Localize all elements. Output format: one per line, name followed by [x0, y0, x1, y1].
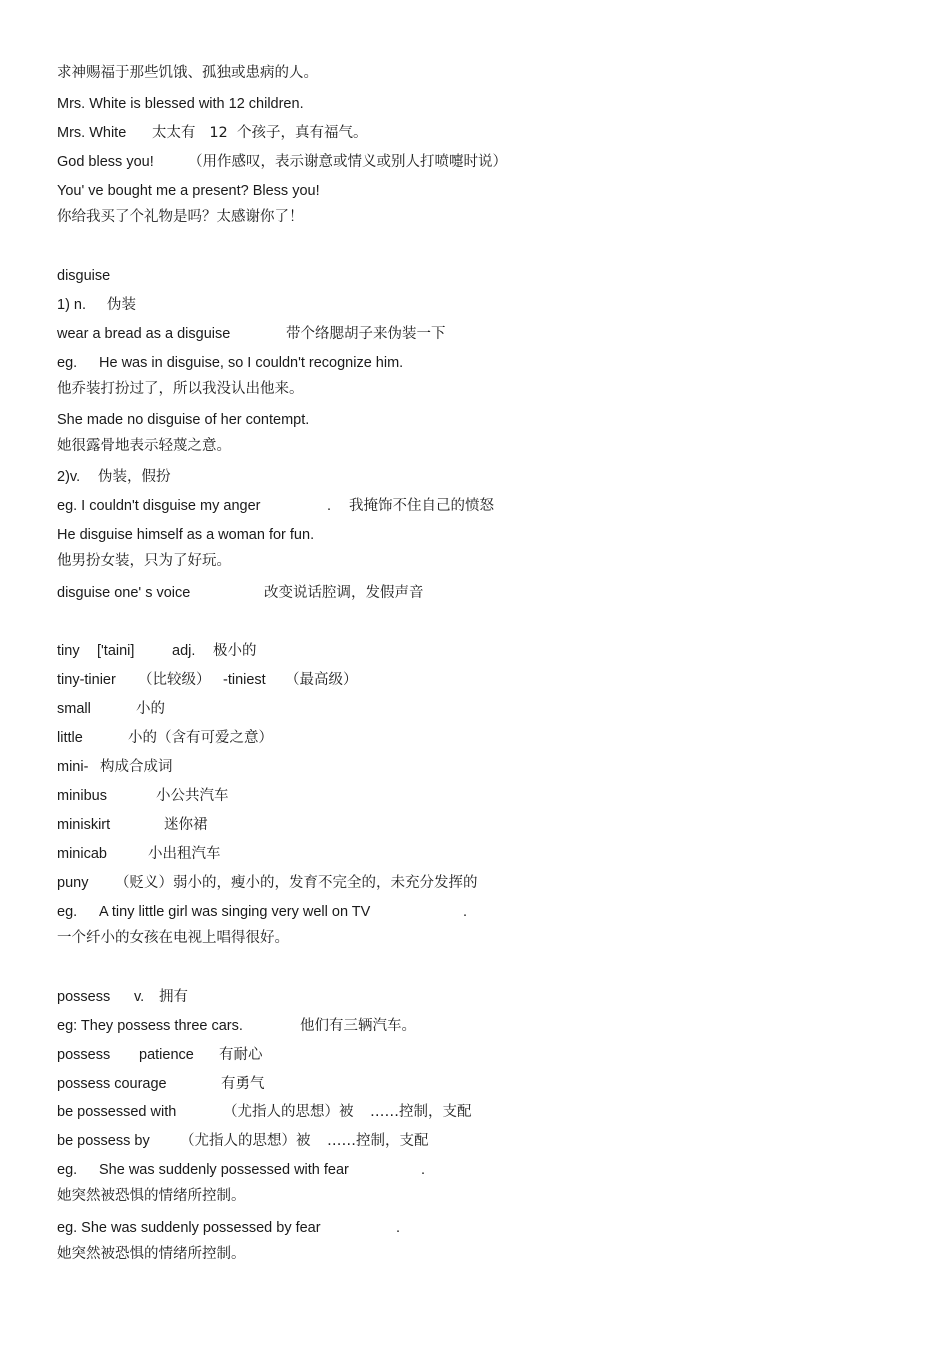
text-line: 你给我买了个礼物是吗？太感谢你了！: [57, 209, 304, 225]
text-line: 求神赐福于那些饥饿、孤独或患病的人。: [57, 65, 318, 81]
text-line: 一个纤小的女孩在电视上唱得很好。: [57, 930, 289, 946]
text-line: She made no disguise of her contempt.: [57, 412, 310, 428]
text-line: 他男扮女装，只为了好玩。: [57, 553, 231, 569]
document-page: 求神赐福于那些饥饿、孤独或患病的人。 Mrs. White is blessed with 12 children. Mrs. White 太太有 12 个孩子，真有福气。 God bless you! （用作感叹，表示谢意或情义或别人打喷嚏时说） You' ve bought me a present? Bless you! 你给我买了个礼物是吗？太感谢你了！ disguise 1) n. 伪装 wear a bread as a disguise 带个络腮胡子来伪装一下 eg. He was in disguise, so I couldn't recognize him. 他乔装打扮过了，所以我没认出他来。 She made no disguise of her contempt. 她很露骨地表示轻蔑之意。 2)v. 伪装，假扮 eg. I couldn't disguise my anger . 我掩饰不住自己的愤怒 He disguise himself as a woman for fun. 他男扮女装，只为了好玩。 disguise one' s voice 改变说话腔调，发假声音 tiny ['taini] adj. 极小的 tiny-tinier （比较级） -tiniest （最高级） small 小的 little 小的（含有可爱之意） mini- 构成合成词 minibus 小公共汽车 miniskirt 迷你裙 minicab 小出租汽车 puny （贬义）弱小的，瘦小的，发育不完全的，未充分发挥的 eg. A tiny little girl was singing very well on TV . 一个纤小的女孩在电视上唱得很好。 possess v. 拥有 eg: They possess three cars. 他们有三辆汽车。 possess patience 有耐心 possess courage 有勇气 be possessed with （尤指人的思想）被 ……控制，支配 be possess by （尤指人的思想）被 ……控制，支配 eg. She was suddenly possessed with fear . 她突然被恐惧的情绪所控制。 eg. She was suddenly possessed by fear . 她突然被恐惧的情绪所控制。: [57, 65, 507, 1262]
entry-headword: disguise: [57, 268, 111, 284]
text-line: 她很露骨地表示轻蔑之意。: [57, 438, 231, 454]
text-line: 他乔装打扮过了，所以我没认出他来。: [57, 381, 304, 397]
text-line: 她突然被恐惧的情绪所控制。: [57, 1188, 246, 1204]
text-line: You' ve bought me a present? Bless you!: [57, 183, 320, 199]
text-line: 她突然被恐惧的情绪所控制。: [57, 1246, 246, 1262]
text-line: Mrs. White is blessed with 12 children.: [57, 96, 304, 112]
text-line: He disguise himself as a woman for fun.: [57, 527, 315, 543]
